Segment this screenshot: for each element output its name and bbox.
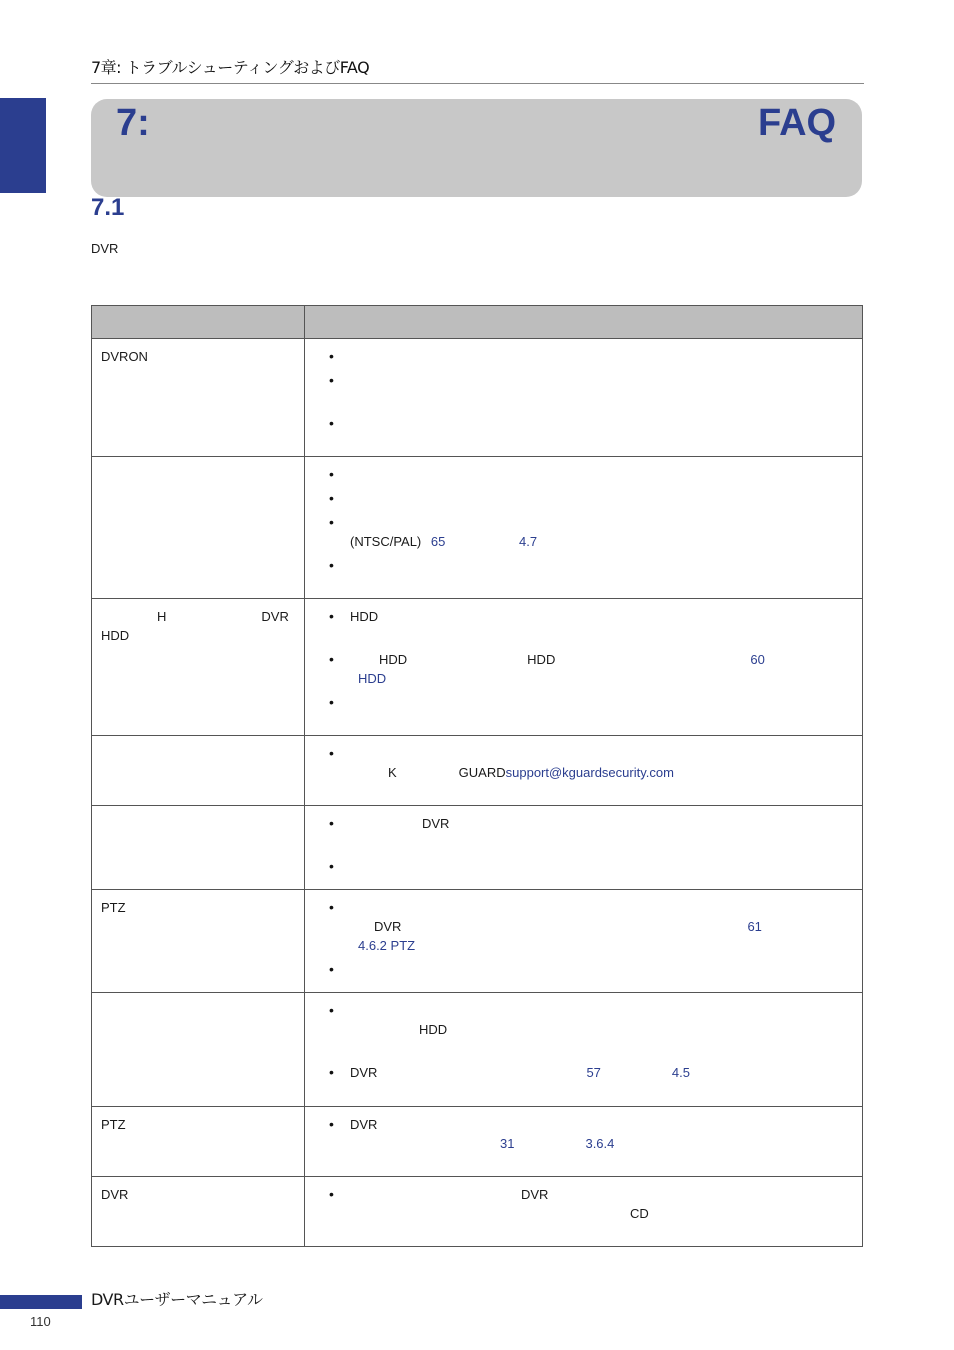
solution-text: • DVR <box>350 1117 378 1132</box>
solution-item <box>329 347 852 366</box>
problem-text: DVR <box>261 609 289 624</box>
problem-cell: PTZ <box>92 1107 305 1177</box>
table-header-row <box>92 306 863 339</box>
solution-item: • HDD <box>329 607 852 626</box>
table-row <box>92 736 863 806</box>
solution-item <box>329 489 852 508</box>
problem-cell: DVR <box>92 1177 305 1247</box>
table-row <box>92 457 863 599</box>
section-ref-link[interactable]: 4.7 <box>518 534 538 549</box>
solution-item <box>329 1185 852 1223</box>
table-row <box>92 1107 863 1177</box>
table-row <box>92 339 863 457</box>
problem-cell <box>92 457 305 599</box>
problem-cell <box>92 599 305 736</box>
solution-cell <box>305 339 863 457</box>
chapter-number: 7: <box>116 102 150 144</box>
section-ref-link[interactable]: HDD <box>358 671 387 686</box>
section-number: 7.1 <box>91 194 125 221</box>
solution-item <box>329 1001 852 1039</box>
solution-cell <box>305 736 863 806</box>
page-ref-link[interactable]: 57 <box>586 1065 601 1080</box>
table-row <box>92 993 863 1107</box>
problem-cell <box>92 806 305 890</box>
solution-item <box>329 744 852 782</box>
page-ref-link[interactable]: 31 <box>500 1136 515 1151</box>
solution-cell <box>305 806 863 890</box>
intro-text: DVR <box>91 241 119 256</box>
solution-text: K <box>388 765 397 780</box>
solution-text: HDD <box>379 652 408 667</box>
problem-cell <box>92 736 305 806</box>
solution-item <box>329 371 852 390</box>
solution-cell <box>305 993 863 1107</box>
section-ref-link[interactable]: 4.6.2 PTZ <box>358 938 416 953</box>
solution-item <box>329 693 852 712</box>
chapter-title-faq: FAQ <box>758 102 837 144</box>
solution-text: DVR <box>422 816 450 831</box>
solution-item <box>329 556 852 575</box>
solution-item <box>329 814 852 833</box>
chapter-side-tab <box>0 98 46 193</box>
problem-text: H <box>157 609 167 624</box>
solution-text: HDD <box>419 1022 448 1037</box>
support-email-link[interactable]: support@kguardsecurity.com <box>505 765 674 780</box>
solution-cell <box>305 599 863 736</box>
problem-cell <box>92 993 305 1107</box>
solution-item <box>329 898 852 955</box>
solution-column-header <box>305 306 863 339</box>
solution-text: HDD <box>527 652 556 667</box>
page-number: 110 <box>30 1314 51 1329</box>
solution-cell <box>305 890 863 993</box>
header-divider <box>91 83 864 84</box>
solution-item <box>329 960 852 979</box>
section-ref-link[interactable]: 3.6.4 <box>585 1136 615 1151</box>
solution-item <box>329 414 852 433</box>
solution-text: (NTSC/PAL) <box>350 534 422 549</box>
chapter-banner <box>91 99 862 197</box>
solution-text: GUARD <box>458 765 506 780</box>
section-ref-link[interactable]: 4.5 <box>671 1065 690 1080</box>
page-ref-link[interactable]: 60 <box>750 652 765 667</box>
problem-column-header <box>92 306 305 339</box>
solution-text: DVR <box>521 1187 549 1202</box>
problem-cell: DVRON <box>92 339 305 457</box>
chapter-running-header: 7章: トラブルシューティングおよびFAQ <box>91 58 370 77</box>
solution-item <box>329 1115 852 1153</box>
faq-table <box>91 305 863 1247</box>
solution-item <box>329 513 852 551</box>
page-ref-link[interactable]: 61 <box>747 919 762 934</box>
solution-item <box>329 465 852 484</box>
solution-cell <box>305 1177 863 1247</box>
problem-text: HDD <box>101 628 130 643</box>
table-row <box>92 1177 863 1247</box>
solution-item <box>329 650 852 688</box>
table-row <box>92 806 863 890</box>
footer-accent-bar <box>0 1295 82 1309</box>
page-ref-link[interactable]: 65 <box>430 534 446 549</box>
table-row <box>92 599 863 736</box>
solution-cell <box>305 1107 863 1177</box>
solution-text: CD <box>630 1206 649 1221</box>
footer-manual-title: DVRユーザーマニュアル <box>91 1290 263 1309</box>
solution-item <box>329 857 852 876</box>
problem-cell: PTZ <box>92 890 305 993</box>
solution-cell <box>305 457 863 599</box>
solution-text: DVR <box>350 1065 378 1080</box>
solution-text: DVR <box>374 919 402 934</box>
table-row <box>92 890 863 993</box>
solution-item <box>329 1063 852 1082</box>
